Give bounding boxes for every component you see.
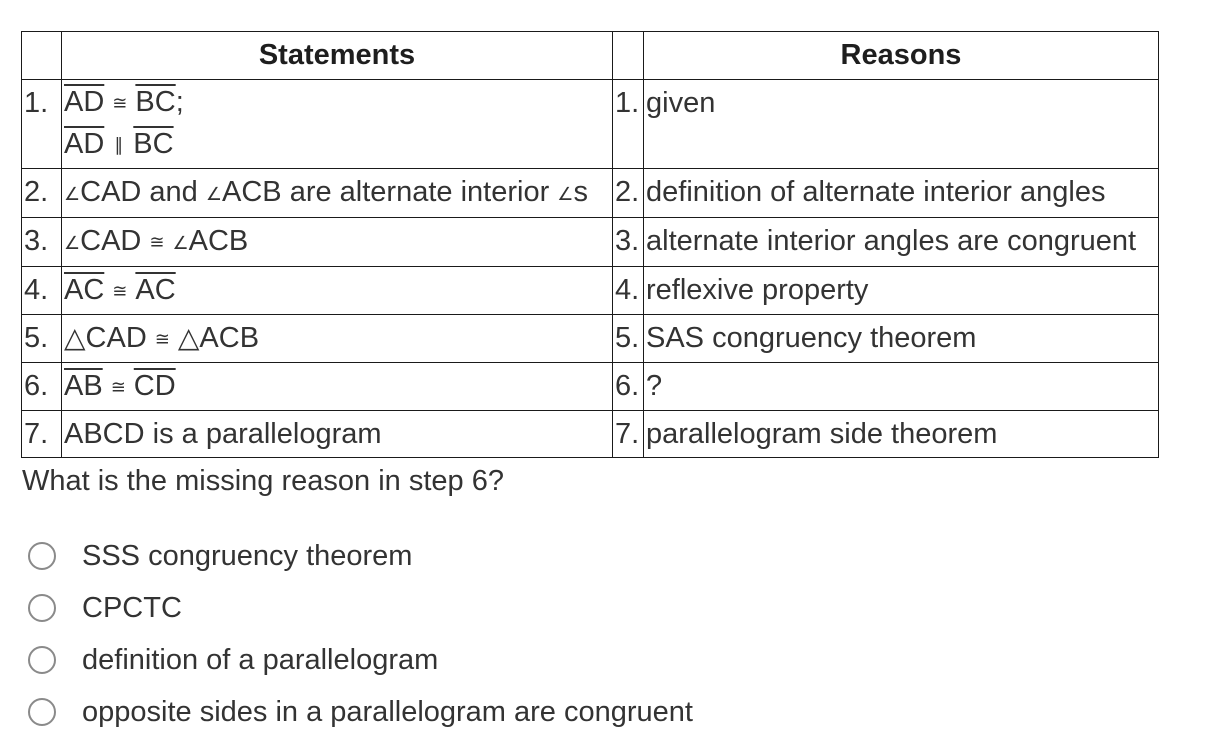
statement-line xyxy=(64,80,610,122)
radio-button[interactable] xyxy=(28,542,56,570)
statement-line xyxy=(64,122,610,164)
reason-cell: given xyxy=(644,80,1159,169)
step-number: 6. xyxy=(22,363,62,411)
statement-cell xyxy=(62,315,613,363)
header-num-cell xyxy=(22,32,62,80)
parallel-symbol: ∥ xyxy=(114,135,124,155)
table-row xyxy=(22,218,1159,267)
segment-label: $\overline{BC}$ xyxy=(133,128,174,160)
congruent-symbol: ≅ xyxy=(149,232,165,252)
statement-cell: ABCD is a parallelogram xyxy=(62,411,613,458)
option-label[interactable]: CPCTC xyxy=(82,591,182,624)
statement-cell xyxy=(62,218,613,267)
statement-text: CAD and xyxy=(80,176,206,208)
congruent-symbol: ≅ xyxy=(112,281,128,301)
reason-number: 1. xyxy=(613,80,644,169)
step-number: 4. xyxy=(22,267,62,315)
answer-option[interactable] xyxy=(28,582,693,634)
statement-text: CAD xyxy=(80,225,142,257)
statement-text: s xyxy=(573,176,588,208)
header-statements: Statements xyxy=(62,32,613,80)
answer-option[interactable] xyxy=(28,530,693,582)
reason-number: 3. xyxy=(613,218,644,267)
option-label[interactable]: opposite sides in a parallelogram are congruent xyxy=(82,695,693,728)
congruent-symbol: ≅ xyxy=(154,329,170,349)
statement-cell xyxy=(62,80,613,169)
table-header-row xyxy=(22,32,1159,80)
missing-reason-cell: ? xyxy=(644,363,1159,411)
step-number: 5. xyxy=(22,315,62,363)
statement-text: CAD xyxy=(85,322,147,354)
table-row xyxy=(22,80,1159,169)
table-row xyxy=(22,169,1159,218)
statement-text: ACB xyxy=(199,322,260,354)
table-row xyxy=(22,363,1159,411)
segment-label: $\overline{AC}$ xyxy=(64,274,105,306)
reason-cell: SAS congruency theorem xyxy=(644,315,1159,363)
triangle-icon: △ xyxy=(64,322,86,353)
congruent-symbol: ≅ xyxy=(110,377,126,397)
reason-cell: reflexive property xyxy=(644,267,1159,315)
statement-cell xyxy=(62,267,613,315)
statement-cell xyxy=(62,363,613,411)
statement-text: ACB xyxy=(188,225,249,257)
statement-text: ACB are alternate interior xyxy=(222,176,558,208)
angle-icon: ∠ xyxy=(64,184,81,204)
reason-cell: parallelogram side theorem xyxy=(644,411,1159,458)
reason-number: 2. xyxy=(613,169,644,218)
angle-icon: ∠ xyxy=(172,233,189,253)
header-reasons: Reasons xyxy=(644,32,1159,80)
reason-cell: definition of alternate interior angles xyxy=(644,169,1159,218)
question-text: What is the missing reason in step 6? xyxy=(22,465,504,497)
step-number: 2. xyxy=(22,169,62,218)
header-reason-num-cell xyxy=(613,32,644,80)
angle-icon: ∠ xyxy=(64,233,81,253)
reason-cell: alternate interior angles are congruent xyxy=(644,218,1159,267)
radio-button[interactable] xyxy=(28,698,56,726)
radio-button[interactable] xyxy=(28,594,56,622)
segment-label: $\overline{BC}$ xyxy=(135,86,176,118)
angle-icon: ∠ xyxy=(557,184,574,204)
answer-option[interactable] xyxy=(28,686,693,738)
reason-number: 7. xyxy=(613,411,644,458)
step-number: 1. xyxy=(22,80,62,169)
segment-label: $\overline{AD}$ xyxy=(64,86,105,118)
table-row xyxy=(22,411,1159,458)
statement-punctuation: ; xyxy=(175,86,184,118)
answer-options xyxy=(28,530,693,738)
statement-cell xyxy=(62,169,613,218)
option-label[interactable]: definition of a parallelogram xyxy=(82,643,439,676)
table-row xyxy=(22,267,1159,315)
option-label[interactable]: SSS congruency theorem xyxy=(82,539,413,572)
segment-label: $\overline{CD}$ xyxy=(133,370,176,402)
segment-label: $\overline{AC}$ xyxy=(135,274,176,306)
radio-button[interactable] xyxy=(28,646,56,674)
angle-icon: ∠ xyxy=(205,184,223,204)
table-row xyxy=(22,315,1159,363)
reason-number: 5. xyxy=(613,315,644,363)
congruent-symbol: ≅ xyxy=(112,93,128,113)
segment-label: $\overline{AB}$ xyxy=(64,370,103,402)
reason-number: 6. xyxy=(613,363,644,411)
step-number: 3. xyxy=(22,218,62,267)
reason-number: 4. xyxy=(613,267,644,315)
answer-option[interactable] xyxy=(28,634,693,686)
triangle-icon: △ xyxy=(177,322,200,353)
segment-label: $\overline{AD}$ xyxy=(64,128,105,160)
step-number: 7. xyxy=(22,411,62,458)
proof-table xyxy=(21,31,1159,458)
